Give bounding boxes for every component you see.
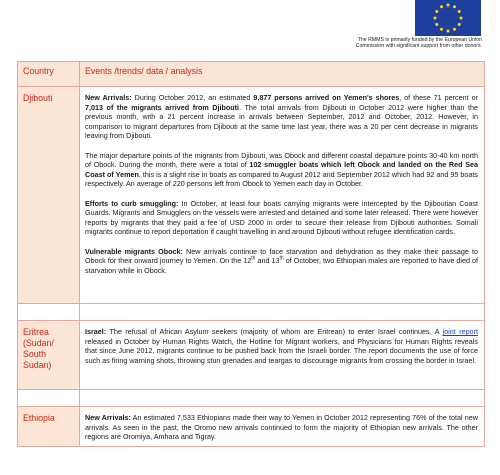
paragraph-curb-smuggling: Efforts to curb smuggling: In October, at least four boats carrying migrants were intercepted by the Djiboutian Coast Guards. Migrants and Smugglers on the vessels were arrested and detained and some later released. There were however reports by migrants that they paid a fee of USD 2000 in order to secure their release from Djibouti authorities. Somali migrants continue to report deportation if caught travelling in and around Djibouti without refugee identification cards. bbox=[85, 198, 478, 236]
country-cell-djibouti: Djibouti bbox=[18, 87, 80, 304]
gap-cell bbox=[18, 390, 80, 407]
spacer bbox=[85, 285, 478, 299]
events-cell-djibouti bbox=[80, 87, 485, 304]
eu-flag-logo bbox=[415, 0, 481, 36]
funding-line-2: Commission with significant support from other donors. bbox=[355, 43, 482, 49]
paragraph-vulnerable-migrants: Vulnerable migrants Obock: New arrivals continue to face starvation and dehydration as they make their passage to Obock for their onward journey to Yemen. On the 12th and 13th of October, two Ethiopian males are reported to have died of starvation while in Obock. bbox=[85, 246, 479, 275]
joint-report-link[interactable]: joint report bbox=[442, 327, 478, 336]
gap-cell bbox=[80, 390, 485, 407]
gap-cell bbox=[18, 304, 80, 321]
gap-cell bbox=[80, 304, 485, 321]
report-table bbox=[17, 61, 485, 447]
funding-line-1: The RMMS is primarily funded by the European Union bbox=[357, 37, 482, 43]
events-cell-ethiopia bbox=[80, 407, 485, 447]
table-row-ethiopia bbox=[18, 407, 485, 447]
table-gap-row bbox=[18, 304, 485, 321]
events-cell-eritrea bbox=[80, 321, 485, 390]
table-row-eritrea bbox=[18, 321, 485, 390]
column-header-events: Events /trends/ data / analysis bbox=[80, 62, 485, 87]
table-row-djibouti bbox=[18, 87, 485, 304]
country-cell-ethiopia: Ethiopia bbox=[18, 407, 80, 447]
country-cell-eritrea: Eritrea (Sudan/ South Sudan) bbox=[18, 321, 80, 390]
paragraph-israel: Israel: The refusal of African Asylum seekers (majority of whom are Eritrean) to enter Israel continues. A joint report released in October by Human Rights Watch, the Hotline for Migrant workers, and Physicians for Human Rights reveals that since June 2012, migrants continue to be pushed back from the Israeli border. The report documents the use of force such as firing warning shots, throwing stun grenades and teargas to discourage migrants from crossing the border in Israel. bbox=[85, 327, 478, 365]
funding-note bbox=[317, 37, 482, 49]
paragraph-new-arrivals: New Arrivals: During October 2012, an estimated 9,877 persons arrived on Yemen's shores, of these 71 percent or 7,013 of the migrants arrived from Djibouti. The total arrivals from Djibouti in October 2012 were higher than the previous month, with a 21 percent increase in arrivals between September, 2012 and October, 2012. However, in comparison to migrant departures from Djibouti at the same time last year, there was a 20 per cent decrease in migrants leaving from Djibouti. bbox=[85, 93, 478, 140]
column-header-country: Country bbox=[18, 62, 80, 87]
table-gap-row bbox=[18, 390, 485, 407]
spacer bbox=[85, 375, 478, 385]
paragraph-departure-points: The major departure points of the migrants from Djibouti, was Obock and different coastal departure points 30-40 km north of Obock. During the month, there were a total of 102 smuggler boats which left Obock and landed on the Red Sea Coast of Yemen, this is a slight rise in boats as compared to August 2012 and September 2012 which had 92 and 95 boats respectively. An average of 220 persons left from Obock to Yemen each day in October. bbox=[85, 150, 478, 188]
eu-stars-icon bbox=[415, 0, 481, 36]
table-header-row bbox=[18, 62, 485, 87]
paragraph-ethiopia-new-arrivals: New Arrivals: An estimated 7,533 Ethiopians made their way to Yemen in October 2012 representing 76% of the total new arrivals. As seen in the past, the Oromo new arrivals continued to form the majority of Ethiopian new arrivals. The other regions are Oromiya, Amhara and Tigray. bbox=[85, 413, 478, 441]
